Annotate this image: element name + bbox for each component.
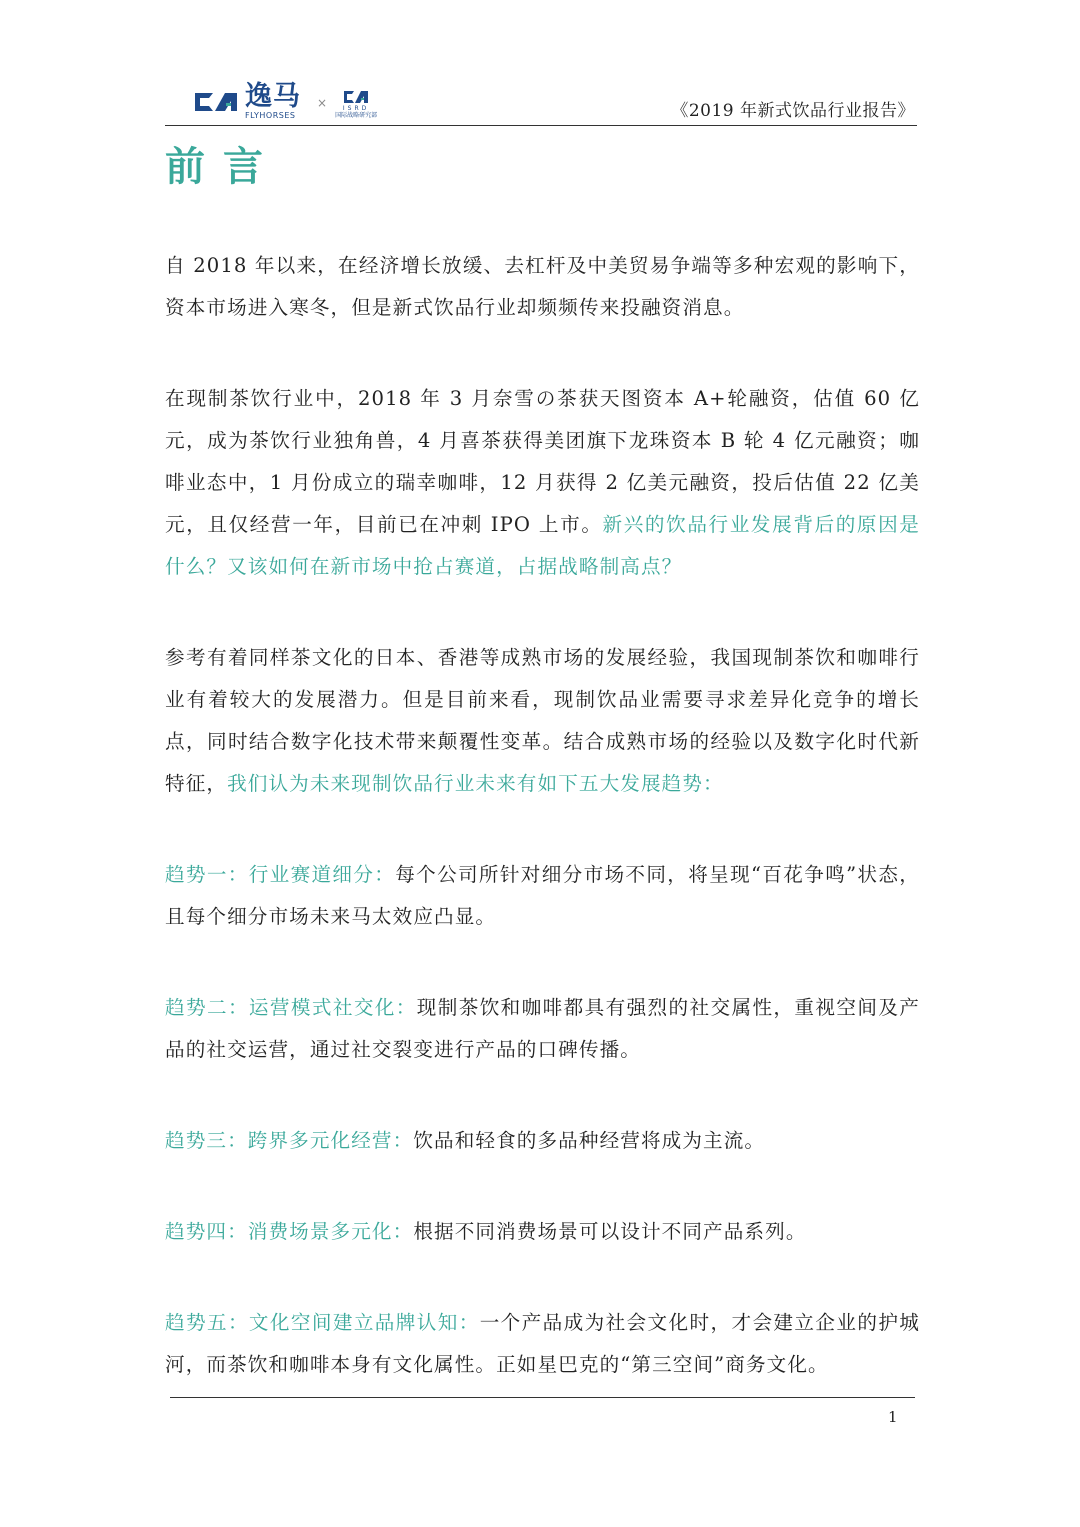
yima-logo (193, 83, 301, 120)
paragraph-intro: 自 2018 年以来，在经济增长放缓、去杠杆及中美贸易争端等多种宏观的影响下，资本市场进入寒冬，但是新式饮品行业却频频传来投融资消息。 (165, 254, 920, 319)
header-divider (165, 125, 917, 126)
isrd-logo (335, 89, 377, 120)
trend-text: 一个产品成为社会文化时，才会建立企业的护城河，而茶饮和咖啡本身有文化属性。正如星巴克的“第三空间”商务文化。 (165, 1311, 920, 1376)
trend-text: 饮品和轻食的多品种经营将成为主流。 (413, 1129, 766, 1152)
paragraph-market-highlight: 我们认为未来现制饮品行业未来有如下五大发展趋势： (227, 772, 724, 795)
partner-abbr: ISRD (342, 105, 370, 112)
trend-4 (165, 1211, 920, 1253)
yima-logo-icon (193, 89, 239, 115)
trend-label: 趋势三：跨界多元化经营： (165, 1129, 414, 1152)
footer-divider (170, 1397, 915, 1398)
body-content (165, 245, 920, 1435)
isrd-logo-icon (343, 89, 369, 105)
trend-label: 趋势五：文化空间建立品牌认知： (165, 1311, 480, 1334)
paragraph-financing (165, 378, 920, 588)
paragraph-market-text: 参考有着同样茶文化的日本、香港等成熟市场的发展经验，我国现制茶饮和咖啡行业有着较大的发展潜力。但是目前来看，现制饮品业需要寻求差异化竞争的增长点，同时结合数字化技术带来颠覆性变革。结合成熟市场的经验以及数字化时代新特征， (165, 646, 920, 795)
trend-label: 趋势四：消费场景多元化： (165, 1220, 414, 1243)
trend-text: 现制茶饮和咖啡都具有强烈的社交属性，重视空间及产品的社交运营，通过社交裂变进行产品的口碑传播。 (165, 996, 920, 1061)
logo-group (193, 78, 377, 120)
logo-separator: × (317, 96, 328, 110)
report-title: 《2019 年新式饮品行业报告》 (671, 101, 915, 121)
paragraph-financing-text: 在现制茶饮行业中，2018 年 3 月奈雪の茶获天图资本 A+轮融资，估值 60 亿元，成为茶饮行业独角兽，4 月喜茶获得美团旗下龙珠资本 B 轮 4 亿元融资；咖啡业态中，1 月份成立的瑞幸咖啡，12 月获得 2 亿美元融资，投后估值 22 亿美元，且仅经营一年，目前已在冲刺 IPO 上市。 (165, 387, 920, 536)
page-title: 前言 (165, 144, 281, 190)
page-header (165, 72, 917, 124)
trend-2 (165, 987, 920, 1071)
trend-label: 趋势一：行业赛道细分： (165, 863, 396, 886)
paragraph-financing-highlight: 新兴的饮品行业发展背后的原因是什么？又该如何在新市场中抢占赛道，占据战略制高点？ (165, 513, 921, 578)
logo-main-en: FLYHORSES (245, 111, 296, 120)
trend-1 (165, 854, 920, 938)
trend-5 (165, 1302, 920, 1386)
trend-label: 趋势二：运营模式社交化： (165, 996, 417, 1019)
trend-3 (165, 1120, 920, 1162)
logo-main-text: 逸马 (245, 81, 301, 112)
trend-text: 根据不同消费场景可以设计不同产品系列。 (413, 1220, 807, 1243)
partner-name: 国际战略研究部 (335, 112, 378, 119)
page-number: 1 (888, 1408, 898, 1426)
trend-text: 每个公司所针对细分市场不同，将呈现“百花争鸣”状态，且每个细分市场未来马太效应凸显。 (165, 863, 920, 928)
paragraph-market (165, 637, 920, 805)
